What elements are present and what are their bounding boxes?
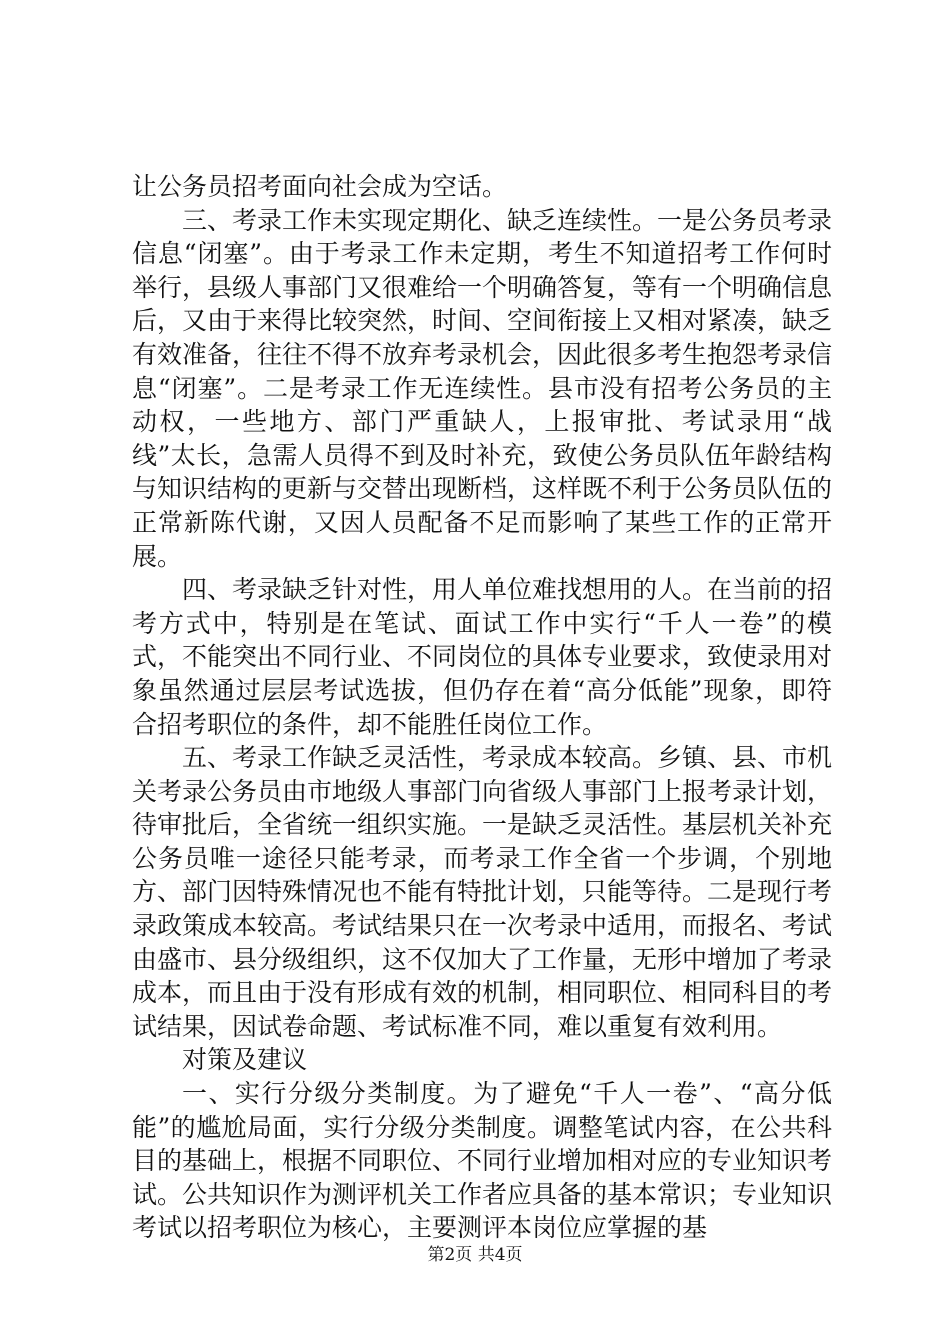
page-footer: 第2页 共4页 bbox=[427, 1245, 523, 1265]
paragraph-4: 五、考录工作缺乏灵活性，考录成本较高。乡镇、县、市机关考录公务员由市地级人事部门向省级人事部门上报考录计划，待审批后，全省统一组织实施。一是缺乏灵活性。基层机关补充公务员唯一途径只能考录，而考录工作全省一个步调，个别地方、部门因特殊情况也不能有特批计划，只能等待。二是现行考录政策成本较高。考试结果只在一次考录中适用，而报名、考试由盛市、县分级组织，这不仅加大了工作量，无形中增加了考录成本，而且由于没有形成有效的机制，相同职位、相同科目的考试结果，因试卷命题、考试标准不同，难以重复有效利用。 bbox=[132, 743, 833, 1041]
document-body bbox=[132, 170, 832, 1245]
paragraph-3: 四、考录缺乏针对性，用人单位难找想用的人。在当前的招考方式中，特别是在笔试、面试工作中实行“千人一卷”的模式，不能突出不同行业、不同岗位的具体专业要求，致使录用对象虽然通过层层考试选拔，但仍存在着“高分低能”现象，即符合招考职位的条件，却不能胜任岗位工作。 bbox=[132, 575, 833, 739]
paragraph-2: 三、考录工作未实现定期化、缺乏连续性。一是公务员考录信息“闭塞”。由于考录工作未定期，考生不知道招考工作何时举行，县级人事部门又很难给一个明确答复，等有一个明确信息后，又由于来得比较突然，时间、空间衔接上又相对紧凑，缺乏有效准备，往往不得不放弃考录机会，因此很多考生抱怨考录信息“闭塞”。二是考录工作无连续性。县市没有招考公务员的主动权，一些地方、部门严重缺人，上报审批、考试录用“战线”太长，急需人员得不到及时补充，致使公务员队伍年龄结构与知识结构的更新与交替出现断档，这样既不利于公务员队伍的正常新陈代谢，又因人员配备不足而影响了某些工作的正常开展。 bbox=[132, 205, 833, 571]
section-heading: 对策及建议 bbox=[182, 1045, 308, 1075]
paragraph-1: 让公务员招考面向社会成为空话。 bbox=[132, 172, 508, 201]
paragraph-5: 一、实行分级分类制度。为了避免“千人一卷”、“高分低能”的尴尬局面，实行分级分类制度。调整笔试内容，在公共科目的基础上，根据不同职位、不同行业增加相对应的专业知识考试。公共知识作为测评机关工作者应具备的基本常识；专业知识考试以招考职位为核心，主要测评本岗位应掌握的基 bbox=[132, 1079, 833, 1243]
